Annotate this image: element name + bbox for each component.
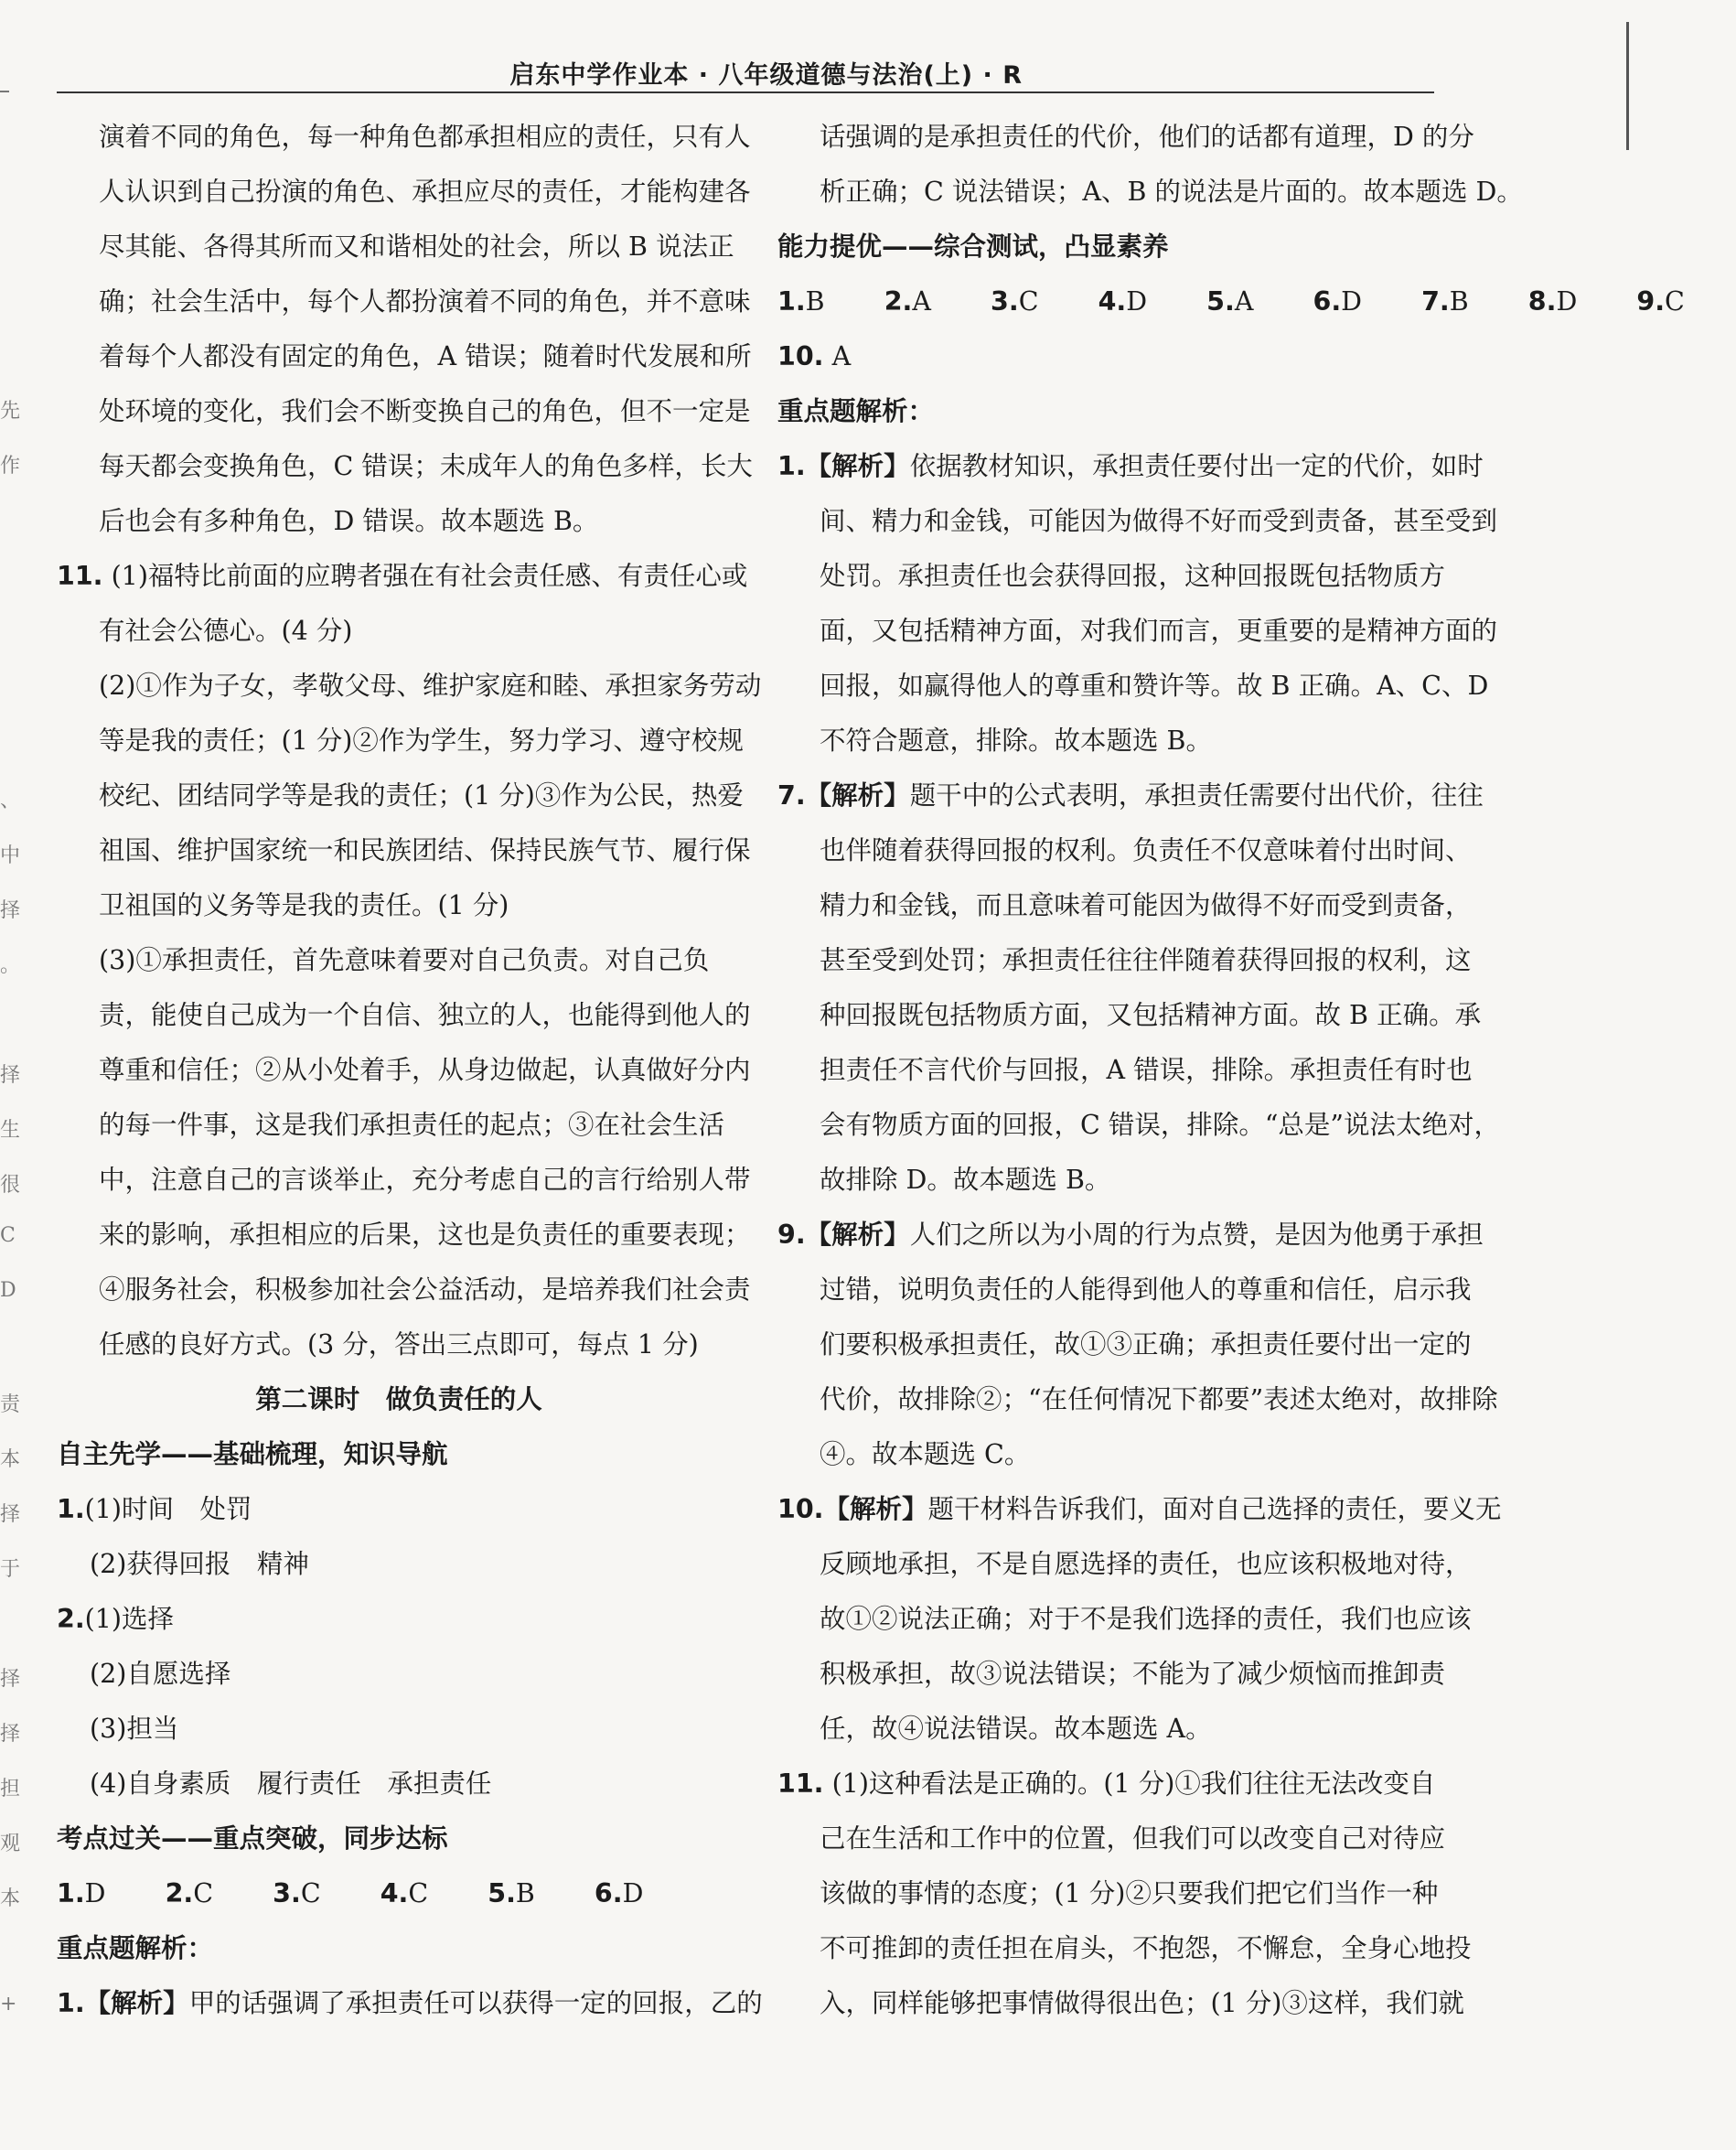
text-line: (2)获得回报 精神 bbox=[90, 1549, 309, 1579]
answer-number: 8. bbox=[1527, 286, 1557, 317]
answer-number: 1. bbox=[777, 286, 806, 317]
answer-item bbox=[1528, 286, 1603, 317]
answer-number: 7. bbox=[1421, 286, 1450, 317]
margin-mark: 担 bbox=[0, 1778, 21, 1801]
section-title: 考点过关——重点突破，同步达标 bbox=[57, 1823, 448, 1854]
answer-value: B bbox=[1449, 286, 1469, 317]
margin-mark: + bbox=[0, 1993, 17, 2016]
key-title: 重点题解析： bbox=[777, 396, 935, 426]
answer-value: B bbox=[515, 1878, 535, 1908]
margin-mark: 择 bbox=[0, 1723, 21, 1746]
text-line: 人们之所以为小周的行为点赞，是因为他勇于承担 bbox=[909, 1220, 1484, 1250]
analysis-tag: 【解析】 bbox=[805, 1220, 910, 1250]
answer-item bbox=[595, 1878, 670, 1908]
analysis-tag: 【解析】 bbox=[805, 780, 910, 811]
text-line: 人认识到自己扮演的角色、承担应尽的责任，才能构建各 bbox=[99, 177, 751, 207]
answer-item bbox=[1098, 286, 1173, 317]
text-line: 处环境的变化，我们会不断变换自己的角色，但不一定是 bbox=[99, 396, 751, 426]
text-line: (1)时间 处罚 bbox=[84, 1494, 252, 1524]
margin-mark: 很 bbox=[0, 1174, 21, 1197]
text-line: 演着不同的角色，每一种角色都承担相应的责任，只有人 bbox=[99, 122, 751, 152]
answer-value: C bbox=[1018, 286, 1039, 317]
text-line: 担责任不言代价与回报，A 错误，排除。承担责任有时也 bbox=[820, 1055, 1473, 1085]
text-line: 处罚。承担责任也会获得回报，这种回报既包括物质方 bbox=[820, 561, 1446, 591]
text-line: 间、精力和金钱，可能因为做得不好而受到责备，甚至受到 bbox=[820, 506, 1498, 536]
question-number: 9. bbox=[777, 1220, 806, 1250]
text-line: 有社会公德心。(4 分) bbox=[99, 616, 353, 646]
text-line: (1)福特比前面的应聘者强在有社会责任感、有责任心或 bbox=[111, 561, 748, 591]
answer-value: C bbox=[193, 1878, 214, 1908]
text-line: 甚至受到处罚；承担责任往往伴随着获得回报的权利，这 bbox=[820, 945, 1472, 975]
text-line: 代价，故排除②；“在任何情况下都要”表述太绝对，故排除 bbox=[820, 1384, 1498, 1414]
question-number: 2. bbox=[57, 1604, 85, 1634]
cut-off-margin-text bbox=[0, 0, 21, 2150]
text-line: (1)选择 bbox=[84, 1604, 175, 1634]
text-line: (3)担当 bbox=[90, 1714, 179, 1744]
page-header bbox=[57, 51, 1434, 93]
text-line: 着每个人都没有固定的角色，A 错误；随着时代发展和所 bbox=[99, 341, 752, 371]
answer-row bbox=[57, 1866, 741, 1921]
text-line: 种回报既包括物质方面，又包括精神方面。故 B 正确。承 bbox=[820, 1000, 1482, 1030]
margin-mark: 本 bbox=[0, 1887, 21, 1910]
margin-mark: 择 bbox=[0, 1503, 21, 1526]
text-line: 精力和金钱，而且意味着可能因为做得不好而受到责备， bbox=[820, 890, 1472, 920]
answer-value: D bbox=[1341, 286, 1363, 317]
question-number: 1. bbox=[57, 1988, 85, 2018]
text-line: 面，又包括精神方面，对我们而言，更重要的是精神方面的 bbox=[820, 616, 1498, 646]
text-line: 任，故④说法错误。故本题选 A。 bbox=[820, 1714, 1212, 1744]
header-title: 启东中学作业本 · 八年级道德与法治(上) · R bbox=[509, 61, 1023, 90]
lesson-title: 第二课时 做负责任的人 bbox=[255, 1384, 542, 1414]
left-column bbox=[57, 110, 763, 2031]
section-title: 自主先学——基础梳理，知识导航 bbox=[57, 1439, 448, 1469]
answer-item bbox=[884, 286, 957, 317]
answer-number: 6. bbox=[594, 1878, 623, 1908]
margin-mark: 于 bbox=[0, 1558, 21, 1581]
answer-item bbox=[166, 1878, 239, 1908]
text-line: 入，同样能够把事情做得很出色；(1 分)③这样，我们就 bbox=[820, 1988, 1464, 2018]
answer-number: 1. bbox=[57, 1878, 85, 1908]
answer-number: 2. bbox=[884, 286, 913, 317]
text-line: 校纪、团结同学等是我的责任；(1 分)③作为公民，热爱 bbox=[99, 780, 744, 811]
margin-mark: 作 bbox=[0, 455, 21, 478]
text-line: 己在生活和工作中的位置，但我们可以改变自己对待应 bbox=[820, 1823, 1446, 1854]
text-line: 会有物质方面的回报，C 错误，排除。“总是”说法太绝对， bbox=[820, 1110, 1501, 1140]
text-line: (2)①作为子女，孝敬父母、维护家庭和睦、承担家务劳动 bbox=[99, 671, 762, 701]
text-line: 题干中的公式表明，承担责任需要付出代价，往往 bbox=[909, 780, 1484, 811]
margin-mark: 本 bbox=[0, 1448, 21, 1471]
answer-number: 9. bbox=[1636, 286, 1666, 317]
key-1 bbox=[777, 439, 1484, 494]
text-line: 析正确；C 说法错误；A、B 的说法是片面的。故本题选 D。 bbox=[820, 177, 1523, 207]
question-number: 7. bbox=[777, 780, 806, 811]
answer-number: 3. bbox=[273, 1878, 301, 1908]
key-title: 重点题解析： bbox=[57, 1933, 214, 1963]
text-line: 也伴随着获得回报的权利。负责任不仅意味着付出时间、 bbox=[820, 835, 1472, 865]
answer-item bbox=[1636, 286, 1709, 317]
analysis-tag: 【解析】 bbox=[84, 1988, 189, 2018]
text-line: 来的影响，承担相应的后果，这也是负责任的重要表现； bbox=[99, 1220, 751, 1250]
text-line: 们要积极承担责任，故①③正确；承担责任要付出一定的 bbox=[820, 1329, 1472, 1360]
answer-item bbox=[777, 286, 851, 317]
text-line: 故排除 D。故本题选 B。 bbox=[820, 1165, 1111, 1195]
text-line: 后也会有多种角色，D 错误。故本题选 B。 bbox=[99, 506, 599, 536]
answer-number: 6. bbox=[1313, 286, 1342, 317]
question-11 bbox=[57, 549, 748, 604]
answer-item bbox=[1206, 286, 1279, 317]
text-line: 依据教材知识，承担责任要付出一定的代价，如时 bbox=[909, 451, 1484, 481]
margin-mark: 责 bbox=[0, 1393, 21, 1416]
key-1 bbox=[57, 1976, 763, 2031]
answer-value: C bbox=[1665, 286, 1685, 317]
answer-row bbox=[777, 329, 1445, 384]
question-number: 10. bbox=[777, 1494, 824, 1524]
question-number: 11. bbox=[57, 561, 103, 591]
margin-mark: D bbox=[0, 1279, 16, 1302]
text-line: 任感的良好方式。(3 分，答出三点即可，每点 1 分) bbox=[99, 1329, 699, 1360]
answer-value: A bbox=[912, 286, 931, 317]
answer-value: C bbox=[408, 1878, 429, 1908]
item-1 bbox=[57, 1482, 741, 1537]
answer-value: B bbox=[805, 286, 825, 317]
right-column bbox=[777, 110, 1685, 2031]
question-number: 1. bbox=[57, 1494, 85, 1524]
item-2 bbox=[57, 1592, 741, 1647]
section-title: 能力提优——综合测试，凸显素养 bbox=[777, 231, 1169, 262]
analysis-tag: 【解析】 bbox=[823, 1494, 928, 1524]
text-line: 积极承担，故③说法错误；不能为了减少烦恼而推卸责 bbox=[820, 1659, 1446, 1689]
answer-item bbox=[1313, 286, 1388, 317]
answer-item bbox=[380, 1878, 454, 1908]
text-line: 祖国、维护国家统一和民族团结、保持民族气节、履行保 bbox=[99, 835, 751, 865]
text-line: 尊重和信任；②从小处着手，从身边做起，认真做好分内 bbox=[99, 1055, 751, 1085]
answer-item bbox=[488, 1878, 561, 1908]
margin-mark: 、 bbox=[0, 790, 21, 812]
text-line: 确；社会生活中，每个人都扮演着不同的角色，并不意味 bbox=[99, 286, 751, 317]
answer-number: 5. bbox=[488, 1878, 516, 1908]
margin-mark: 先 bbox=[0, 400, 21, 423]
answer-row bbox=[777, 274, 1685, 329]
text-line: 过错，说明负责任的人能得到他人的尊重和信任，启示我 bbox=[820, 1274, 1472, 1305]
key-11 bbox=[777, 1757, 1445, 1811]
text-line: 甲的话强调了承担责任可以获得一定的回报，乙的 bbox=[188, 1988, 763, 2018]
answer-value: D bbox=[1556, 286, 1578, 317]
text-line: (2)自愿选择 bbox=[90, 1659, 231, 1689]
margin-mark: 中 bbox=[0, 844, 21, 867]
answer-value: D bbox=[622, 1878, 644, 1908]
margin-mark: 生 bbox=[0, 1119, 21, 1142]
text-line: 卫祖国的义务等是我的责任。(1 分) bbox=[99, 890, 509, 920]
answer-item bbox=[991, 286, 1064, 317]
text-line: 每天都会变换角色，C 错误；未成年人的角色多样，长大 bbox=[99, 451, 753, 481]
answer-number: 5. bbox=[1206, 286, 1235, 317]
margin-mark: C bbox=[0, 1224, 16, 1247]
text-line: 不可推卸的责任担在肩头，不抱怨，不懈怠，全身心地投 bbox=[820, 1933, 1472, 1963]
text-line: (3)①承担责任，首先意味着要对自己负责。对自己负 bbox=[99, 945, 710, 975]
text-line: 反顾地承担，不是自愿选择的责任，也应该积极地对待， bbox=[820, 1549, 1472, 1579]
answer-number: 3. bbox=[991, 286, 1019, 317]
text-line: 的每一件事，这是我们承担责任的起点；③在社会生活 bbox=[99, 1110, 725, 1140]
text-line: (1)这种看法是正确的。(1 分)①我们往往无法改变自 bbox=[831, 1768, 1436, 1799]
text-line: 话强调的是承担责任的代价，他们的话都有道理，D 的分 bbox=[820, 122, 1474, 152]
answer-number: 4. bbox=[1098, 286, 1127, 317]
answer-item bbox=[1421, 286, 1495, 317]
answer-number: 10. bbox=[777, 341, 824, 371]
margin-mark: 。 bbox=[0, 954, 21, 977]
text-line: ④服务社会，积极参加社会公益活动，是培养我们社会责 bbox=[99, 1274, 751, 1305]
key-7 bbox=[777, 769, 1484, 823]
answer-value: D bbox=[1126, 286, 1148, 317]
margin-mark: 观 bbox=[0, 1833, 21, 1855]
answer-number: 4. bbox=[380, 1878, 409, 1908]
text-line: 尽其能、各得其所而又和谐相处的社会，所以 B 说法正 bbox=[99, 231, 734, 262]
text-line: ④。故本题选 C。 bbox=[820, 1439, 1031, 1469]
answer-value: A bbox=[831, 341, 852, 371]
text-line: 该做的事情的态度；(1 分)②只要我们把它们当作一种 bbox=[820, 1878, 1439, 1908]
answer-item bbox=[273, 1878, 346, 1908]
key-10 bbox=[777, 1482, 1502, 1537]
answer-item bbox=[57, 1878, 132, 1908]
answer-value: C bbox=[300, 1878, 321, 1908]
analysis-tag: 【解析】 bbox=[805, 451, 910, 481]
text-line: 等是我的责任；(1 分)②作为学生，努力学习、遵守校规 bbox=[99, 726, 744, 756]
text-line: 回报，如赢得他人的尊重和赞许等。故 B 正确。A、C、D bbox=[820, 671, 1489, 701]
margin-mark: 择 bbox=[0, 1064, 21, 1087]
answer-value: A bbox=[1234, 286, 1254, 317]
question-number: 11. bbox=[777, 1768, 824, 1799]
text-line: 中，注意自己的言谈举止，充分考虑自己的言行给别人带 bbox=[99, 1165, 751, 1195]
question-number: 1. bbox=[777, 451, 806, 481]
key-9 bbox=[777, 1208, 1484, 1263]
margin-mark: 择 bbox=[0, 899, 21, 922]
answer-number: 2. bbox=[165, 1878, 194, 1908]
answer-value: D bbox=[84, 1878, 106, 1908]
text-line: 题干材料告诉我们，面对自己选择的责任，要义无 bbox=[927, 1494, 1502, 1524]
margin-mark: 择 bbox=[0, 1668, 21, 1691]
binding-line bbox=[1626, 22, 1629, 150]
text-line: 故①②说法正确；对于不是我们选择的责任，我们也应该 bbox=[820, 1604, 1472, 1634]
text-line: 不符合题意，排除。故本题选 B。 bbox=[820, 726, 1213, 756]
text-line: (4)自身素质 履行责任 承担责任 bbox=[90, 1768, 492, 1799]
text-line: 责，能使自己成为一个自信、独立的人，也能得到他人的 bbox=[99, 1000, 751, 1030]
